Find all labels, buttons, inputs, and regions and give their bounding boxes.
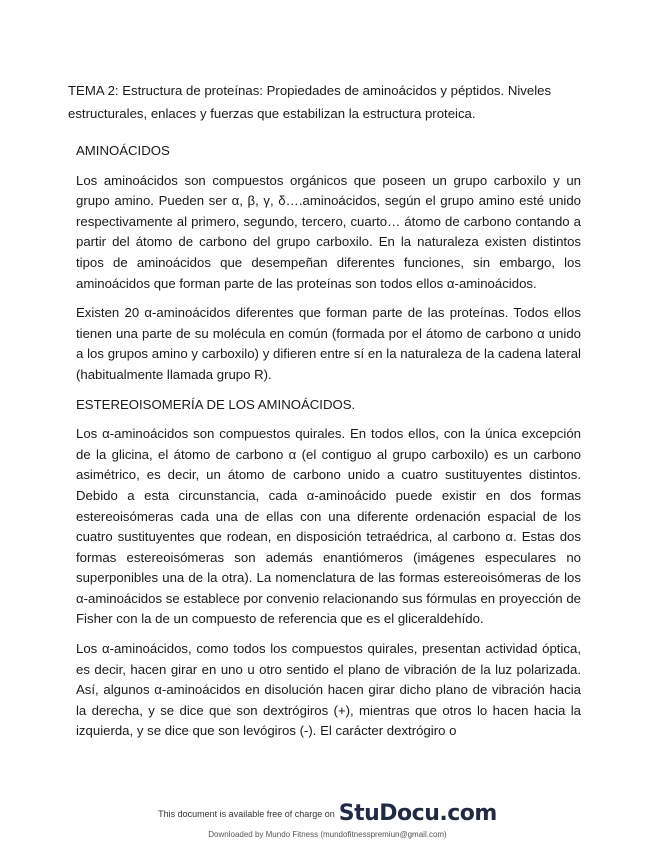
studocu-footer [0, 802, 655, 842]
document-title: TEMA 2: Estructura de proteínas: Propiedades de aminoácidos y péptidos. Niveles estructurales, enlaces y fuerzas que estabilizan la estructura proteica. [68, 83, 552, 121]
footer-availability-line [0, 802, 655, 826]
paragraph: Los aminoácidos son compuestos orgánicos que poseen un grupo carboxilo y un grupo amino. Pueden ser α, β, γ, δ….aminoácidos, según el grupo amino esté unido respectivamente al primero, segundo, tercero, cuarto… átomo de carbono contando a partir del átomo de carbono del grupo carboxilo. En la naturaleza existen distintos tipos de aminoácidos que desempeñan diferentes funciones, sin embargo, los aminoácidos que forman parte de las proteínas son todos ellos α-aminoácidos. [76, 172, 581, 291]
paragraph: Los α-aminoácidos, como todos los compuestos quirales, presentan actividad óptica, es decir, hacen girar en uno u otro sentido el plano de vibración de la luz polarizada. Así, algunos α-aminoácidos en disolución hacen girar dicho plano de vibración hacia la derecha, y se dice que son dextrógiros (+), mientras que otros lo hacen hacia la izquierda, y se dice que son levógiros (-). El carácter dextrógiro o [76, 641, 581, 739]
paragraph: Existen 20 α-aminoácidos diferentes que forman parte de las proteínas. Todos ellos tienen una parte de su molécula en común (formada por el átomo de carbono α unido a los grupos amino y carboxilo) y difieren entre sí en la naturaleza de la cadena lateral (habitualmente llamada grupo R). [76, 305, 581, 382]
section-heading-estereoisomeria: ESTEREOISOMERÍA DE LOS AMINOÁCIDOS. [76, 396, 356, 412]
footer-downloaded-by: Downloaded by Mundo Fitness (mundofitnesspremiun@gmail.com) [208, 830, 447, 839]
paragraph: Los α-aminoácidos son compuestos quirales. En todos ellos, con la única excepción de la glicina, el átomo de carbono α (el contiguo al grupo carboxilo) es un carbono asimétrico, es decir, un átomo de carbono unido a cuatro sustituyentes distintos. Debido a esta circunstancia, cada α-aminoácido puede existir en dos formas estereoisómeras cada una de ellas con una diferente ordenación espacial de los cuatro sustituyentes que rodean, en disposición tetraédrica, al carbono α. Estas dos formas estereoisómeras son además enantiómeros (imágenes especulares no superponibles una de la otra). La nomenclatura de las formas estereoisómeras de los α-aminoácidos se establece por convenio relacionando sus fórmulas en proyección de Fisher con la de un compuesto de referencia que es el gliceraldehído. [76, 426, 581, 627]
logo-dot: . [439, 801, 448, 826]
studocu-logo[interactable] [339, 802, 497, 826]
logo-stu: Stu [338, 801, 380, 826]
document-body [76, 141, 581, 751]
footer-available-text: This document is available free of charge on [158, 809, 335, 819]
section-heading-aminoacidos: AMINOÁCIDOS [76, 143, 170, 158]
logo-docu: Docu [379, 801, 440, 826]
logo-com: com [447, 801, 497, 826]
